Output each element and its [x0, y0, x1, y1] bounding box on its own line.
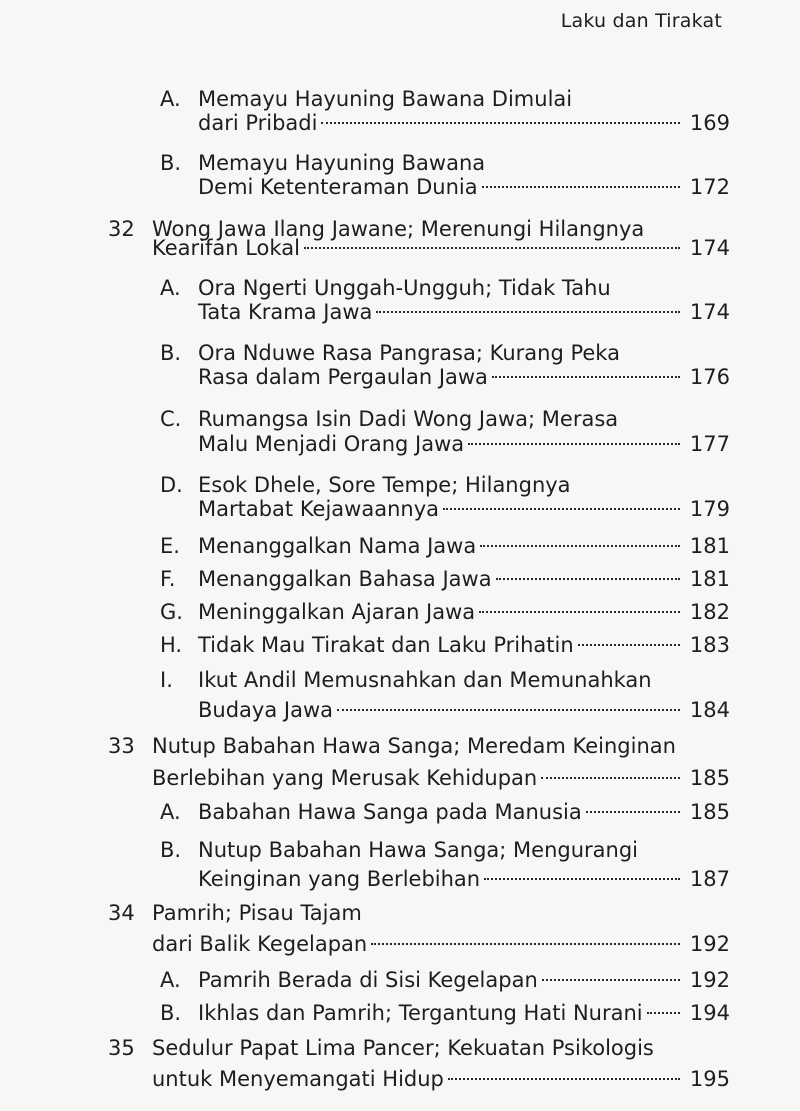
entry-leader-line: [152, 1064, 730, 1094]
dot-leader: [304, 247, 680, 249]
section-letter: I.: [160, 668, 173, 692]
dot-leader: [586, 811, 680, 813]
entry-title-line: Demi Ketenteraman Dunia: [198, 175, 478, 199]
page-number: 192: [689, 932, 730, 956]
dot-leader: [482, 186, 680, 188]
section-letter: B.: [160, 1001, 182, 1025]
page-number: 177: [689, 432, 730, 456]
entry-title-line: Keinginan yang Berlebihan: [198, 867, 481, 891]
dot-leader: [376, 311, 680, 313]
section-letter: A.: [160, 276, 181, 300]
section-letter: A.: [160, 800, 181, 824]
dot-leader: [484, 878, 680, 880]
dot-leader: [542, 979, 680, 981]
section-letter: B.: [160, 838, 182, 862]
entry-title-line: Pamrih Berada di Sisi Kegelapan: [198, 968, 538, 992]
entry-leader-line: [198, 494, 730, 524]
page-number: 195: [689, 1067, 730, 1091]
page-number: 184: [689, 698, 730, 722]
entry-title-line: Budaya Jawa: [198, 698, 333, 722]
entry-title-line: Sedulur Papat Lima Pancer; Kekuatan Psikologis: [152, 1036, 654, 1060]
section-letter: A.: [160, 87, 181, 111]
section-letter: B.: [160, 341, 182, 365]
entry-title-line: Nutup Babahan Hawa Sanga; Mengurangi: [198, 838, 639, 862]
entry-leader-line: [198, 630, 730, 660]
dot-leader: [541, 777, 680, 779]
entry-leader-line: [198, 564, 730, 594]
entry-title-line: Ikut Andil Memusnahkan dan Memunahkan: [198, 668, 652, 692]
entry-title-line: Esok Dhele, Sore Tempe; Hilangnya: [198, 473, 571, 497]
entry-title-line: Tata Krama Jawa: [198, 300, 373, 324]
page-number: 169: [689, 111, 730, 135]
entry-title-line: Meninggalkan Ajaran Jawa: [198, 600, 476, 624]
entry-leader-line: [152, 763, 730, 793]
running-header: Laku dan Tirakat: [560, 10, 722, 32]
entry-title-line: Rumangsa Isin Dadi Wong Jawa; Merasa: [198, 407, 619, 431]
entry-leader-line: [152, 233, 730, 263]
entry-title-line: Berlebihan yang Merusak Kehidupan: [152, 766, 538, 790]
entry-leader-line: [198, 597, 730, 627]
entry-title-line: Babahan Hawa Sanga pada Manusia: [198, 800, 582, 824]
entry-title-line: Ora Nduwe Rasa Pangrasa; Kurang Peka: [198, 341, 620, 365]
entry-title-line: Kearifan Lokal: [152, 236, 300, 260]
page-number: 182: [689, 600, 730, 624]
section-letter: E.: [160, 534, 180, 558]
dot-leader: [647, 1012, 680, 1014]
entry-title-line: Ora Ngerti Unggah-Ungguh; Tidak Tahu: [198, 276, 611, 300]
page-number: 183: [689, 633, 730, 657]
page-number: 192: [689, 968, 730, 992]
entry-leader-line: [198, 797, 730, 827]
entry-leader-line: [198, 362, 730, 392]
page-number: 181: [689, 534, 730, 558]
entry-title-line: untuk Menyemangati Hidup: [152, 1067, 444, 1091]
chapter-number: 32: [108, 217, 135, 241]
dot-leader: [468, 443, 680, 445]
entry-title-line: dari Pribadi: [198, 111, 318, 135]
entry-title-line: Memayu Hayuning Bawana Dimulai: [198, 87, 573, 111]
entry-leader-line: [198, 695, 730, 725]
page-number: 172: [689, 175, 730, 199]
entry-title-line: Rasa dalam Pergaulan Jawa: [198, 365, 488, 389]
entry-leader-line: [198, 297, 730, 327]
section-letter: D.: [160, 473, 183, 497]
page-number: 179: [689, 497, 730, 521]
entry-title-line: Malu Menjadi Orang Jawa: [198, 432, 465, 456]
dot-leader: [578, 644, 680, 646]
entry-leader-line: [198, 998, 730, 1028]
page-number: 194: [689, 1001, 730, 1025]
entry-title-line: Menanggalkan Nama Jawa: [198, 534, 477, 558]
entry-leader-line: [152, 929, 730, 959]
entry-leader-line: [198, 531, 730, 561]
page-number: 187: [689, 867, 730, 891]
entry-leader-line: [198, 108, 730, 138]
dot-leader: [496, 578, 680, 580]
dot-leader: [479, 611, 680, 613]
entry-title-line: Menanggalkan Bahasa Jawa: [198, 567, 492, 591]
page-number: 174: [689, 300, 730, 324]
entry-title-line: Ikhlas dan Pamrih; Tergantung Hati Nurani: [198, 1001, 643, 1025]
section-letter: G.: [160, 600, 183, 624]
entry-title-line: Nutup Babahan Hawa Sanga; Meredam Keinginan: [152, 734, 676, 758]
entry-title-line: Memayu Hayuning Bawana: [198, 151, 486, 175]
section-letter: C.: [160, 407, 182, 431]
dot-leader: [321, 122, 680, 124]
entry-leader-line: [198, 864, 730, 894]
section-letter: B.: [160, 151, 182, 175]
entry-title-line: Pamrih; Pisau Tajam: [152, 901, 362, 925]
chapter-number: 34: [108, 901, 135, 925]
dot-leader: [443, 508, 680, 510]
dot-leader: [492, 376, 680, 378]
section-letter: F.: [160, 567, 176, 591]
entry-title-line: Tidak Mau Tirakat dan Laku Prihatin: [198, 633, 574, 657]
entry-title-line: Wong Jawa Ilang Jawane; Merenungi Hilangnya: [152, 217, 645, 241]
section-letter: A.: [160, 968, 181, 992]
entry-title-line: Martabat Kejawaannya: [198, 497, 440, 521]
dot-leader: [480, 545, 680, 547]
page-number: 185: [689, 800, 730, 824]
chapter-number: 33: [108, 734, 135, 758]
dot-leader: [448, 1078, 680, 1080]
chapter-number: 35: [108, 1036, 135, 1060]
page-number: 181: [689, 567, 730, 591]
entry-leader-line: [198, 429, 730, 459]
page-number: 176: [689, 365, 730, 389]
dot-leader: [371, 943, 680, 945]
dot-leader: [337, 709, 680, 711]
page-number: 174: [689, 236, 730, 260]
entry-leader-line: [198, 172, 730, 202]
entry-leader-line: [198, 965, 730, 995]
page-number: 185: [689, 766, 730, 790]
section-letter: H.: [160, 633, 183, 657]
entry-title-line: dari Balik Kegelapan: [152, 932, 368, 956]
